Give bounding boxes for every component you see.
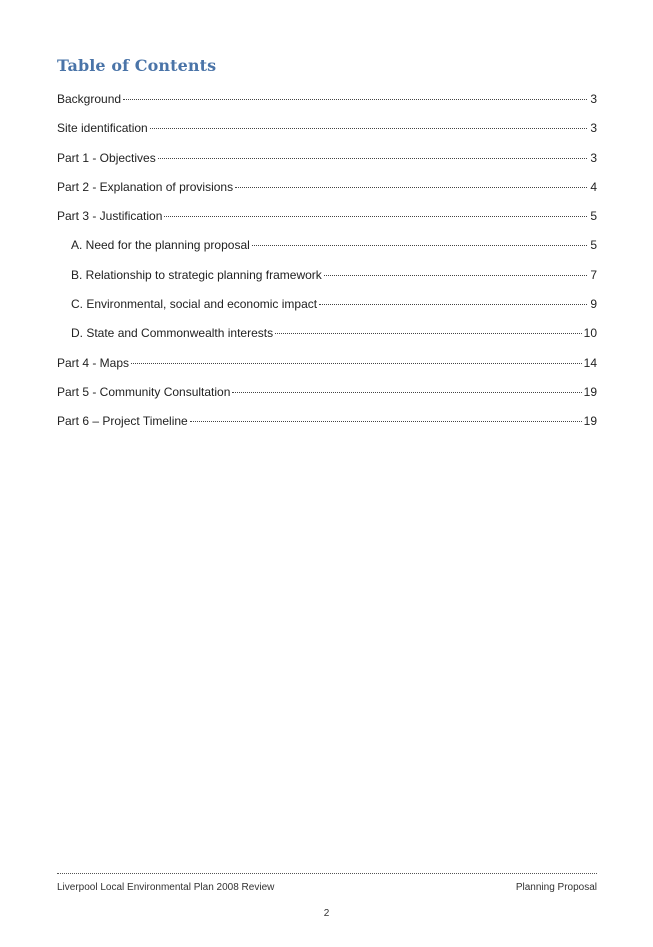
dot-leader — [235, 187, 587, 188]
dot-leader — [275, 333, 582, 334]
footer-divider — [57, 873, 597, 874]
dot-leader — [158, 158, 587, 159]
dot-leader — [319, 304, 587, 305]
dot-leader — [232, 392, 581, 393]
dot-leader — [131, 363, 582, 364]
toc-entry-page: 3 — [590, 150, 597, 165]
toc-entry-label: Part 4 - Maps — [57, 355, 130, 370]
dot-leader — [324, 275, 587, 276]
toc-entry-site-identification[interactable] — [57, 118, 597, 147]
dot-leader — [150, 128, 587, 129]
page-number: 2 — [323, 908, 330, 919]
toc-entry-label: Part 6 – Project Timeline — [57, 414, 188, 429]
toc-entry-label: C. Environmental, social and economic impact — [71, 297, 318, 312]
toc-entry-page: 5 — [590, 238, 597, 253]
dot-leader — [190, 421, 582, 422]
toc-entry-part-3-a[interactable] — [57, 235, 597, 264]
dot-leader — [164, 216, 587, 217]
toc-entry-page: 9 — [590, 297, 597, 312]
toc-entry-page: 3 — [590, 92, 597, 106]
toc-entry-label: A. Need for the planning proposal — [71, 238, 250, 253]
toc-entry-part-1[interactable] — [57, 148, 597, 177]
toc-entry-page: 3 — [590, 121, 597, 136]
toc-list — [57, 89, 597, 441]
toc-entry-page: 10 — [583, 326, 597, 341]
toc-entry-part-3-c[interactable] — [57, 294, 597, 323]
toc-entry-label: Part 2 - Explanation of provisions — [57, 179, 234, 194]
footer-document-title: Liverpool Local Environmental Plan 2008 Review — [57, 882, 275, 893]
toc-entry-page: 19 — [583, 414, 597, 429]
toc-entry-label: Site identification — [57, 121, 148, 136]
toc-entry-background[interactable] — [57, 89, 597, 118]
toc-entry-label: Part 5 - Community Consultation — [57, 384, 231, 399]
dot-leader — [123, 99, 587, 100]
toc-entry-part-3-d[interactable] — [57, 323, 597, 352]
toc-title: Table of Contents — [57, 56, 217, 75]
toc-entry-part-4[interactable] — [57, 353, 597, 382]
toc-entry-label: Part 1 - Objectives — [57, 150, 156, 165]
toc-entry-part-5[interactable] — [57, 382, 597, 411]
toc-entry-part-6[interactable] — [57, 411, 597, 440]
toc-entry-page: 14 — [583, 355, 597, 370]
toc-entry-label: Part 3 - Justification — [57, 209, 163, 224]
toc-entry-label: Background — [57, 92, 122, 106]
toc-entry-page: 4 — [590, 179, 597, 194]
toc-entry-label: D. State and Commonwealth interests — [71, 326, 274, 341]
toc-entry-part-3[interactable] — [57, 206, 597, 235]
toc-entry-part-2[interactable] — [57, 177, 597, 206]
toc-entry-label: B. Relationship to strategic planning framework — [71, 267, 322, 282]
toc-entry-part-3-b[interactable] — [57, 265, 597, 294]
toc-entry-page: 7 — [590, 267, 597, 282]
footer-document-type: Planning Proposal — [515, 882, 597, 893]
dot-leader — [252, 245, 587, 246]
toc-entry-page: 5 — [590, 209, 597, 224]
toc-entry-page: 19 — [583, 384, 597, 399]
